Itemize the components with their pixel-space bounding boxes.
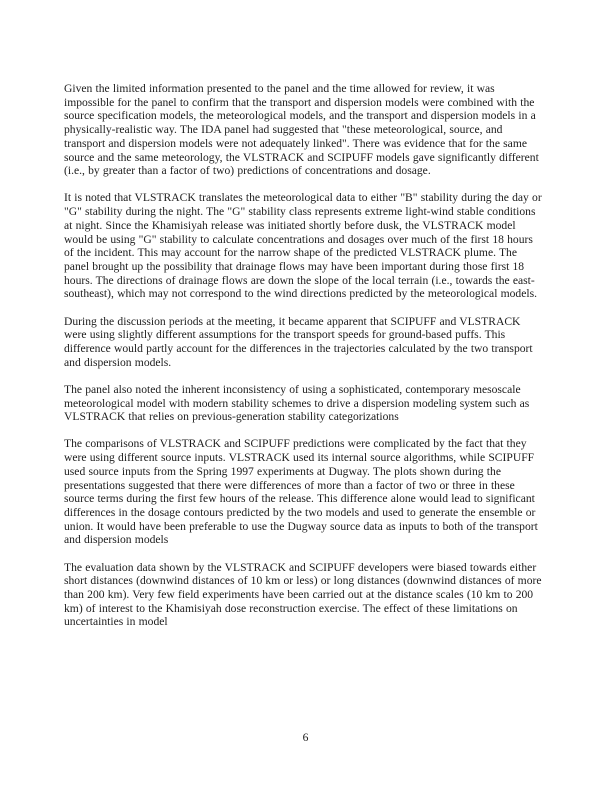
paragraph: It is noted that VLSTRACK translates the meteorological data to either "B" stability during the day or "G" stability during the night. The "G" stability class represents extreme light-wind stable conditions at night. Since the Khamisiyah release was initiated shortly before dusk, the VLSTRACK model would be using "G" stability to calculate concentrations and dosages over much of the first 18 hours of the incident. This may account for the narrow shape of the predicted VLSTRACK plume. The panel brought up the possibility that drainage flows may have been important during those first 18 hours. The directions of drainage flows are down the slope of the local terrain (i.e., towards the east-southeast), which may not correspond to the wind directions predicted by the meteorological models. [64, 191, 542, 301]
page-number: 6 [302, 731, 309, 744]
paragraph: During the discussion periods at the meeting, it became apparent that SCIPUFF and VLSTRACK were using slightly different assumptions for the transport speeds for ground-based puffs. This difference would partly account for the differences in the trajectories calculated by the two transport and dispersion models. [64, 314, 533, 369]
document-body [64, 82, 542, 643]
paragraph: The panel also noted the inherent inconsistency of using a sophisticated, contemporary mesoscale meteorological model with modern stability schemes to drive a dispersion modeling system such as VLSTRACK that relies on previous-generation stability categorizations [64, 382, 530, 424]
paragraph: Given the limited information presented to the panel and the time allowed for review, it was impossible for the panel to confirm that the transport and dispersion models were combined with the source specification models, the meteorological models, and the transport and dispersion models in a physically-realistic way. The IDA panel had suggested that "these meteorological, source, and transport and dispersion models were not adequately linked". There was evidence that for the same source and the same meteorology, the VLSTRACK and SCIPUFF models gave significantly different (i.e., by greater than a factor of two) predictions of concentrations and dosage. [64, 82, 539, 178]
paragraph: The comparisons of VLSTRACK and SCIPUFF predictions were complicated by the fact that they were using different source inputs. VLSTRACK used its internal source algorithms, while SCIPUFF used source inputs from the Spring 1997 experiments at Dugway. The plots shown during the presentations suggested that there were differences of more than a factor of two or three in these source terms during the first few hours of the release. This difference alone would lead to significant differences in the dosage contours predicted by the two models and used to generate the ensemble or union. It would have been preferable to use the Dugway source data as inputs to both of the transport and dispersion models [64, 437, 538, 547]
paragraph: The evaluation data shown by the VLSTRACK and SCIPUFF developers were biased towards either short distances (downwind distances of 10 km or less) or long distances (downwind distances of more than 200 km). Very few field experiments have been carried out at the distance scales (10 km to 200 km) of interest to the Khamisiyah dose reconstruction exercise. The effect of these limitations on uncertainties in model [64, 560, 542, 629]
